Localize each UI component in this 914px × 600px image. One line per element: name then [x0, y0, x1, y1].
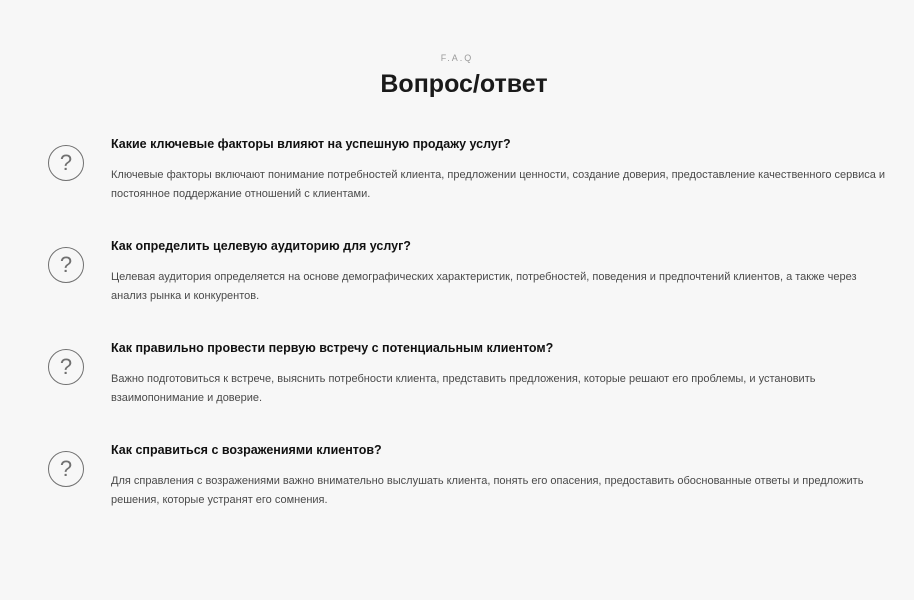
question-circle-icon — [48, 451, 84, 487]
faq-question: Как определить целевую аудиторию для услуг? — [111, 239, 411, 253]
faq-question: Как справиться с возражениями клиентов? — [111, 443, 382, 457]
faq-answer: Для справления с возражениями важно внимательно выслушать клиента, понять его опасения, предоставить обоснованные ответы и предложить решения, которые устранят его сомнения. — [111, 475, 864, 506]
faq-question: Какие ключевые факторы влияют на успешную продажу услуг? — [111, 137, 511, 151]
question-circle-icon — [48, 349, 84, 385]
faq-answer: Важно подготовиться к встрече, выяснить потребности клиента, представить предложения, которые решают его проблемы, и установить взаимопонимание и доверие. — [111, 373, 816, 404]
faq-question: Как правильно провести первую встречу с потенциальным клиентом? — [111, 341, 554, 355]
question-glyph: ? — [59, 456, 73, 481]
faq-answer: Ключевые факторы включают понимание потребностей клиента, предложении ценности, создание доверия, предоставление качественного сервиса и постоянное поддержание отношений с клиентами. — [111, 169, 886, 200]
question-glyph: ? — [59, 150, 73, 175]
question-circle-icon — [48, 247, 84, 283]
page-title: Вопрос/ответ — [380, 70, 548, 98]
question-glyph: ? — [59, 252, 73, 277]
faq-answer: Целевая аудитория определяется на основе демографических характеристик, потребностей, поведения и предпочтений клиентов, а также через анализ рынка и конкурентов. — [111, 271, 857, 302]
section-eyebrow: F.A.Q — [440, 53, 474, 63]
question-glyph: ? — [59, 354, 73, 379]
question-circle-icon — [48, 145, 84, 181]
